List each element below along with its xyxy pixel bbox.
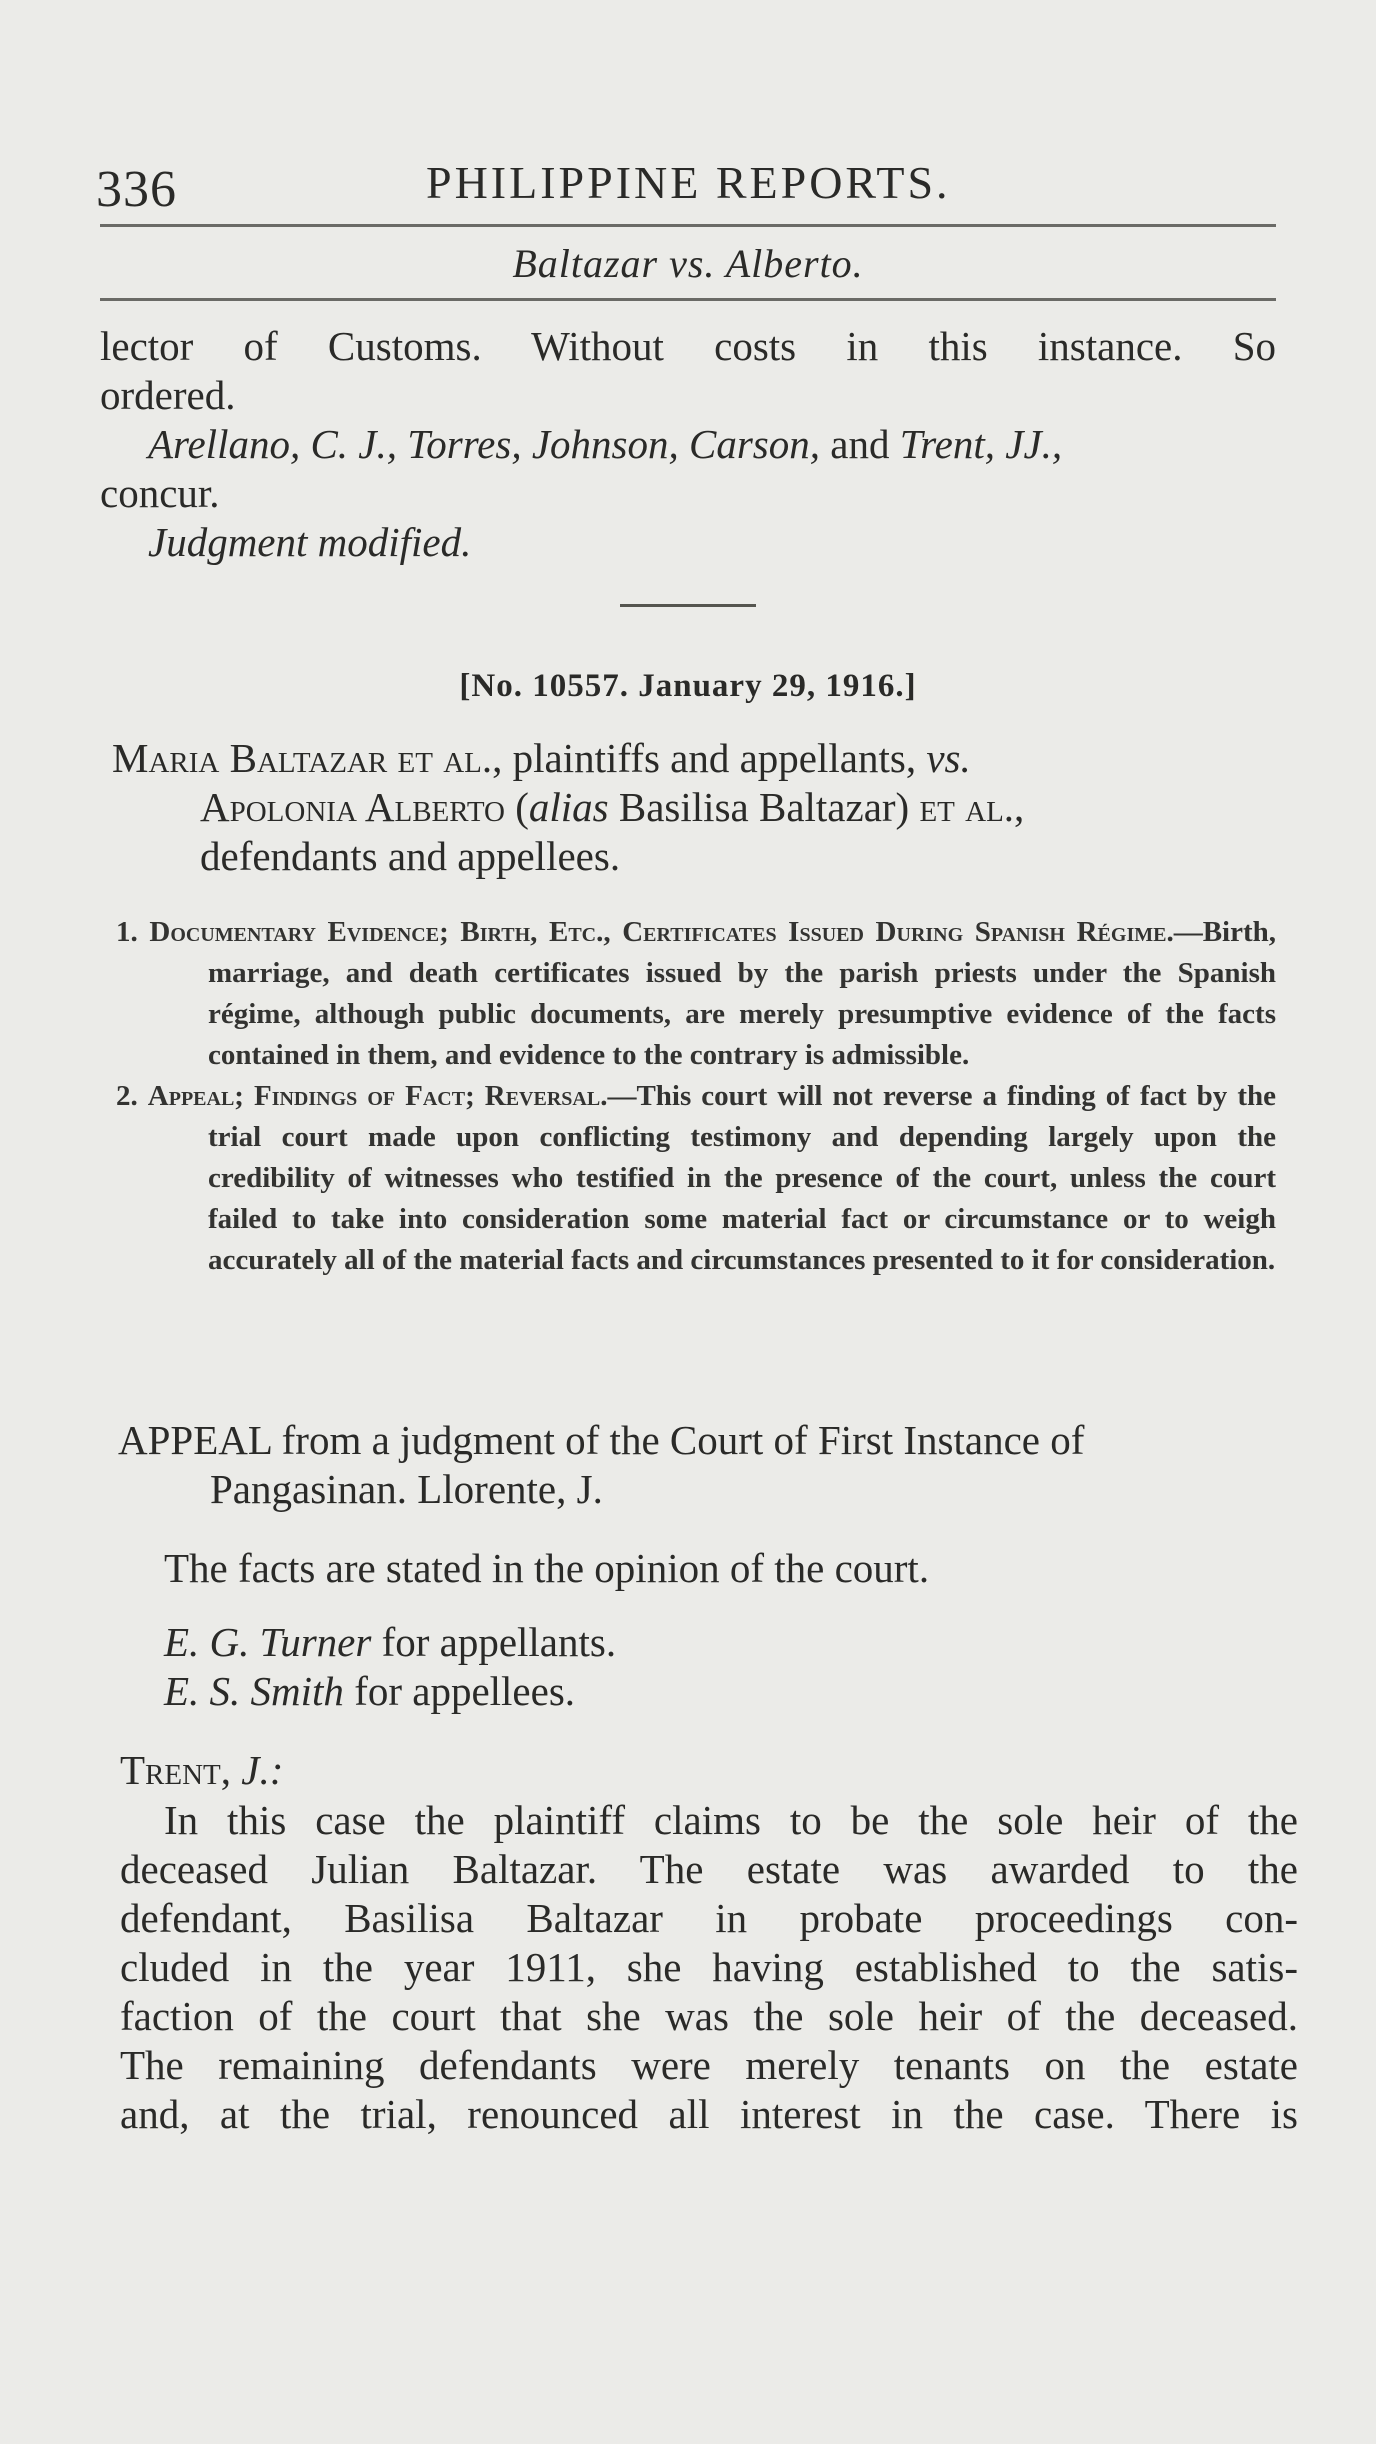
opinion-line: faction of the court that she was the sole heir of the deceased. (120, 1993, 1298, 2039)
text: ( (504, 784, 529, 830)
concurring-justice: Trent, JJ., (899, 421, 1063, 467)
defendant-name: Apolonia Alberto (200, 784, 505, 830)
running-head (96, 152, 1276, 218)
opinion-line: The remaining defendants were merely tenants on the estate (120, 2042, 1298, 2088)
header-rule-bottom (100, 298, 1276, 301)
syllabus-item (116, 1076, 1276, 1281)
syllabus (116, 912, 1276, 1281)
judge-name: Trent, (120, 1747, 232, 1793)
counsel-name: E. G. Turner (164, 1619, 372, 1665)
header-rule-top (100, 224, 1276, 227)
judgment-result: Judgment modified. (148, 519, 472, 565)
opinion-line: defendant, Basilisa Baltazar in probate proceedings con- (120, 1895, 1298, 1941)
prior-case-conclusion (100, 322, 1276, 567)
concurrence (100, 420, 1276, 469)
syllabus-number: 1. (116, 916, 138, 948)
plaintiff-role: plaintiffs and appellants, (502, 735, 927, 781)
counsel-entry (164, 1667, 1340, 1716)
case-short-title: Baltazar vs. Alberto. (512, 241, 864, 286)
judge-title: J.: (241, 1747, 284, 1793)
alias: alias (528, 784, 609, 830)
parties-line: defendants and appellees. (200, 833, 621, 879)
facts-statement: The facts are stated in the opinion of the court. (164, 1545, 930, 1591)
counsel-list (164, 1618, 1340, 1716)
counsel-role: for appellants. (371, 1619, 617, 1665)
text: Basilisa Baltazar) (608, 784, 920, 830)
appeal-statement (118, 1416, 1276, 1514)
text-line: lector of Customs. Without costs in this instance. So (100, 323, 1276, 369)
opinion-text (120, 1796, 1298, 2139)
opinion-line: cluded in the year 1911, she having established to the satis- (120, 1944, 1298, 1990)
opinion-line: In this case the plaintiff claims to be the sole heir of the (164, 1797, 1298, 1843)
syllabus-heading: Appeal; Findings of Fact; Reversal. (147, 1080, 608, 1112)
parties-line (112, 783, 1276, 832)
case-parties (112, 734, 1276, 881)
opinion-author (120, 1746, 1296, 1795)
text-line: APPEAL from a judgment of the Court of First Instance of (118, 1417, 1085, 1463)
syllabus-item (116, 912, 1276, 1076)
opinion-line: and, at the trial, renounced all interest in the case. There is (120, 2091, 1298, 2137)
plaintiff-name: Maria Baltazar et al., (112, 735, 503, 781)
section-divider (620, 604, 756, 607)
running-title: PHILIPPINE REPORTS. (426, 157, 951, 208)
syllabus-text: —Birth, marriage, and death certificates issued by the parish priests under the Spanish régime, although public documents, are merely presumptive evidence of the facts contained in them, and evidence to the contrary is admissible. (208, 916, 1277, 1071)
counsel-name: E. S. Smith (164, 1668, 344, 1714)
counsel-role: for appellees. (343, 1668, 576, 1714)
docket-number: [No. 10557. January 29, 1916.] (459, 668, 917, 704)
page-number: 336 (96, 161, 177, 218)
opinion-line: deceased Julian Baltazar. The estate was awarded to the (120, 1846, 1298, 1892)
concurring-justices: Arellano, C. J., Torres, Johnson, Carson, (148, 421, 820, 467)
text-line: concur. (100, 470, 220, 516)
syllabus-heading: Documentary Evidence; Birth, Etc., Certificates Issued During Spanish Régime. (149, 916, 1174, 948)
et-al: et al., (919, 784, 1025, 830)
text-line: Pangasinan. Llorente, J. (210, 1466, 603, 1512)
syllabus-text: —This court will not reverse a finding of fact by the trial court made upon conflicting testimony and depending largely upon the credibility of witnesses who testified in the presence of the court, unless the court failed to take into consideration some material fact or circumstance or to weigh accurately all of the material facts and circumstances presented to it for consideration. (208, 1080, 1277, 1276)
connector: and (820, 421, 900, 467)
versus: vs. (926, 735, 971, 781)
parties-line (112, 734, 1276, 783)
counsel-entry (164, 1618, 1340, 1667)
syllabus-number: 2. (116, 1080, 138, 1112)
text-line: ordered. (100, 372, 236, 418)
